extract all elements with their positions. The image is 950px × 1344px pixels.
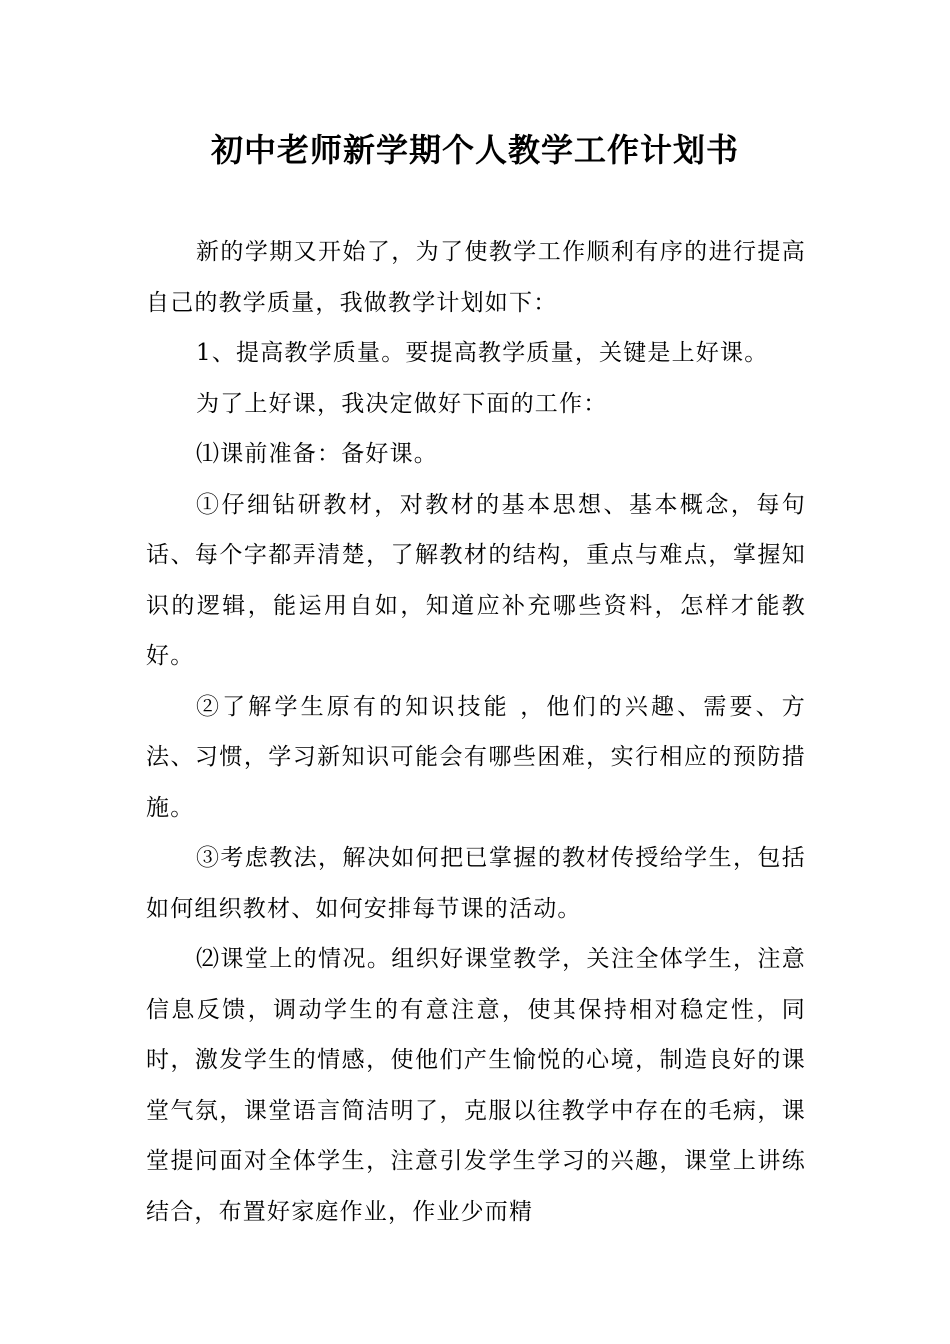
paragraph-lead: 为了上好课，我决定做好下面的工作： xyxy=(196,390,608,417)
paragraph-item-1: 1、提高教学质量。要提高教学质量，关键是上好课。 xyxy=(196,340,769,366)
document-body xyxy=(146,227,806,1237)
paragraph-subitem-1: ⑴课前准备：备好课。 xyxy=(196,441,438,467)
paragraph-point-1: ①仔细钻研教材，对教材的基本思想、基本概念，每句话、每个字都弄清楚，了解教材的结构，重点与难点，掌握知识的逻辑，能运用自如，知道应补充哪些资料，怎样才能教好。 xyxy=(146,491,806,669)
paragraph-intro: 新的学期又开始了，为了使教学工作顺利有序的进行提高自己的教学质量，我做教学计划如下： xyxy=(146,239,806,316)
paragraph-subitem-2: ⑵课堂上的情况。组织好课堂教学，关注全体学生，注意信息反馈，调动学生的有意注意，使其保持相对稳定性，同时，激发学生的情感，使他们产生愉悦的心境，制造良好的课堂气氛，课堂语言简洁明了，克服以往教学中存在的毛病，课堂提问面对全体学生，注意引发学生学习的兴趣，课堂上讲练结合，布置好家庭作业，作业少而精 xyxy=(146,946,806,1225)
document-title: 初中老师新学期个人教学工作计划书 xyxy=(210,131,739,169)
paragraph-point-3: ③考虑教法，解决如何把已掌握的教材传授给学生，包括如何组织教材、如何安排每节课的活动。 xyxy=(146,845,806,922)
paragraph-point-2: ②了解学生原有的知识技能 ，他们的兴趣、需要、方法、习惯，学习新知识可能会有哪些困难，实行相应的预防措施。 xyxy=(146,693,806,821)
